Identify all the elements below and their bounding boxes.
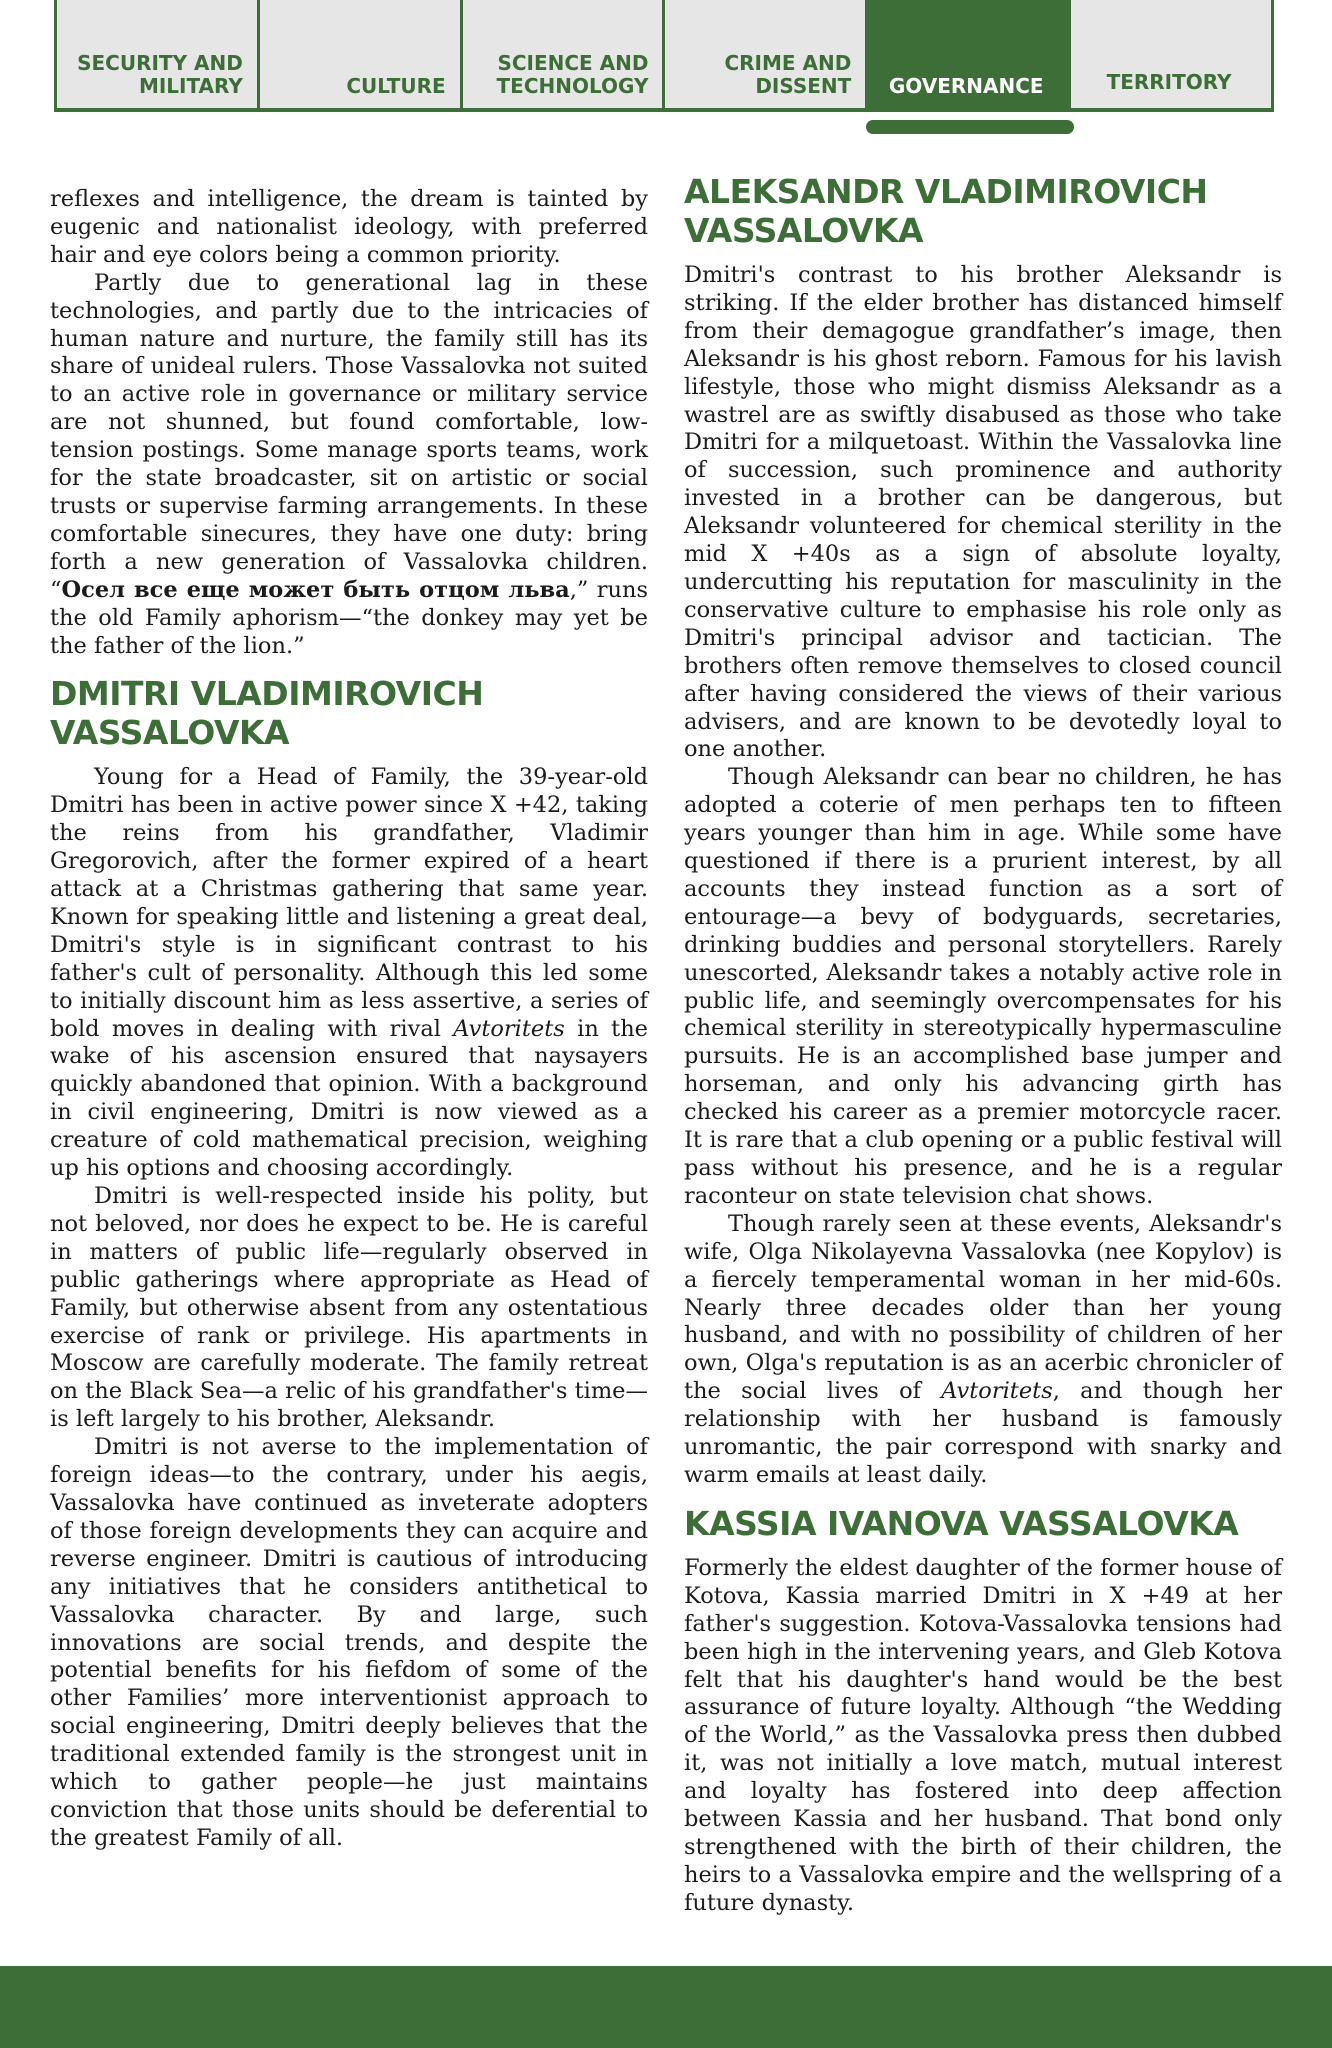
aleksandr-paragraph-3 <box>684 1211 1282 1490</box>
intro-paragraph-1: reflexes and intelligence, the dream is tainted by eugenic and nationalist ideology, with preferred hair and eye colors being a common priority. <box>50 186 648 268</box>
tab-security-and-military[interactable]: SECURITY AND MILITARY <box>54 0 257 108</box>
aleksandr-paragraph-3-tail: , and though her relationship with her husband is famously unromantic, the pair correspond with snarky and warm emails at least daily. <box>684 1378 1282 1488</box>
avtoritets-term: Avtoritets <box>453 1015 565 1042</box>
tab-culture[interactable]: CULTURE <box>257 0 460 108</box>
right-column <box>684 172 1282 1918</box>
dmitri-heading: DMITRI VLADIMIROVICH VASSALOVKA <box>50 674 484 753</box>
dmitri-paragraph-1-text: Young for a Head of Family, the 39-year-old Dmitri has been in active power since X +42, taking the reins from his grandfather, Vladimir Gregorovich, after the former expired of a heart attack at a Christmas gathering that same year. Known for speaking little and listening a great deal, Dmitri's style is in significant contrast to his father's cult of personality. Although this led some to initially discount him as less assertive, a series of bold moves in dealing with rival <box>50 764 648 1042</box>
avtoritets-term: Avtoritets <box>941 1378 1053 1405</box>
tab-crime-and-dissent[interactable]: CRIME AND DISSENT <box>662 0 865 108</box>
left-column <box>50 186 648 1853</box>
aleksandr-heading: ALEKSANDR VLADIMIROVICH VASSALOVKA <box>684 172 1208 250</box>
dmitri-paragraph-2: Dmitri is well-respected inside his polity, but not beloved, nor does he expect to be. He is careful in matters of public life—regularly observed in public gatherings where appropriate as Head of Family, but otherwise absent from any ostentatious exercise of rank or privilege. His apartments in Moscow are carefully moderate. The family retreat on the Black Sea—a relic of his grandfather's time—is left largely to his brother, Aleksandr. <box>50 1183 648 1433</box>
active-tab-indicator <box>866 120 1074 134</box>
dmitri-paragraph-1-tail: in the wake of his ascension ensured that naysayers quickly abandoned that opinion. With a background in civil engineering, Dmitri is now viewed as a creature of cold mathematical precision, weighing up his options and choosing accordingly. <box>50 1015 648 1182</box>
section-tabs <box>54 0 1274 112</box>
aleksandr-paragraph-3-text: Though rarely seen at these events, Aleksandr's wife, Olga Nikolayevna Vassalovka (nee Kopylov) is a fiercely temperamental woman in her mid-60s. Nearly three decades older than her young husband, and with no possibility of children of her own, Olga's reputation is as an acerbic chronicler of the social lives of <box>684 1210 1282 1405</box>
kassia-paragraph-1: Formerly the eldest daughter of the former house of Kotova, Kassia married Dmitri in X +49 at her father's suggestion. Kotova-Vassalovka tensions had been high in the intervening years, and Gleb Kotova felt that his daughter's hand would be the best assurance of future loyalty. Although “the Wedding of the World,” as the Vassalovka press then dubbed it, was not initially a love match, mutual interest and loyalty has fostered into deep affection between Kassia and her husband. That bond only strengthened with the birth of their children, the heirs to a Vassalovka empire and the wellspring of a future dynasty. <box>684 1554 1282 1916</box>
russian-aphorism: Осел все еще может быть отцом льва <box>61 576 570 603</box>
aleksandr-paragraph-1: Dmitri's contrast to his brother Aleksandr is striking. If the elder brother has distanced himself from their demagogue grandfather’s image, then Aleksandr is his ghost reborn. Famous for his lavish lifestyle, those who might dismiss Aleksandr as a wastrel are as swiftly disabused as those who take Dmitri for a milquetoast. Within the Vassalovka line of succession, such prominence and authority invested in a brother can be dangerous, but Aleksandr volunteered for chemical sterility in the mid X +40s as a sign of absolute loyalty, undercutting his reputation for masculinity in the conservative culture to emphasise his role only as Dmitri's principal advisor and tactician. The brothers often remove themselves to closed council after having considered the views of their various advisers, and are known to be devotedly loyal to one another. <box>684 262 1282 763</box>
tab-territory[interactable]: TERRITORY <box>1068 0 1274 108</box>
intro-paragraph-2-tail: ,” runs the old Family aphorism—“the donkey may yet be the father of the lion.” <box>50 576 648 659</box>
tab-governance[interactable]: GOVERNANCE <box>865 0 1068 108</box>
aleksandr-paragraph-2: Though Aleksandr can bear no children, he has adopted a coterie of men perhaps ten to fifteen years younger than him in age. While some have questioned if there is a prurient interest, by all accounts they instead function as a sort of entourage—a bevy of bodyguards, secretaries, drinking buddies and personal storytellers. Rarely unescorted, Aleksandr takes a notably active role in public life, and seemingly overcompensates for his chemical sterility in stereotypically hypermasculine pursuits. He is an accomplished base jumper and horseman, and only his advancing girth has checked his career as a premier motorcycle racer. It is rare that a club opening or a public festival will pass without his presence, and he is a regular raconteur on state television chat shows. <box>684 764 1282 1209</box>
dmitri-paragraph-1 <box>50 764 648 1183</box>
tab-science-and-technology[interactable]: SCIENCE AND TECHNOLOGY <box>460 0 663 108</box>
intro-paragraph-2 <box>50 270 648 661</box>
intro-paragraph-2-text: Partly due to generational lag in these technologies, and partly due to the intricacies of human nature and nurture, the family still has its share of unideal rulers. Those Vassalovka not suited to an active role in governance or military service are not shunned, but found comfortable, low-tension postings. Some manage sports teams, work for the state broadcaster, sit on artistic or social trusts or supervise farming arrangements. In these comfortable sinecures, they have one duty: bring forth a new generation of Vassalovka children. “ <box>50 269 648 603</box>
kassia-heading: KASSIA IVANOVA VASSALOVKA <box>684 1503 1239 1543</box>
footer-band <box>0 1966 1332 2048</box>
dmitri-paragraph-3: Dmitri is not averse to the implementation of foreign ideas—to the contrary, under his aegis, Vassalovka have continued as inveterate adopters of those foreign developments they can acquire and reverse engineer. Dmitri is cautious of introducing any initiatives that he considers antithetical to Vassalovka character. By and large, such innovations are social trends, and despite the potential benefits for his fiefdom of some of the other Families’ more interventionist approach to social engineering, Dmitri deeply believes that the traditional extended family is the strongest unit in which to gather people—he just maintains conviction that those units should be deferential to the greatest Family of all. <box>50 1434 648 1851</box>
